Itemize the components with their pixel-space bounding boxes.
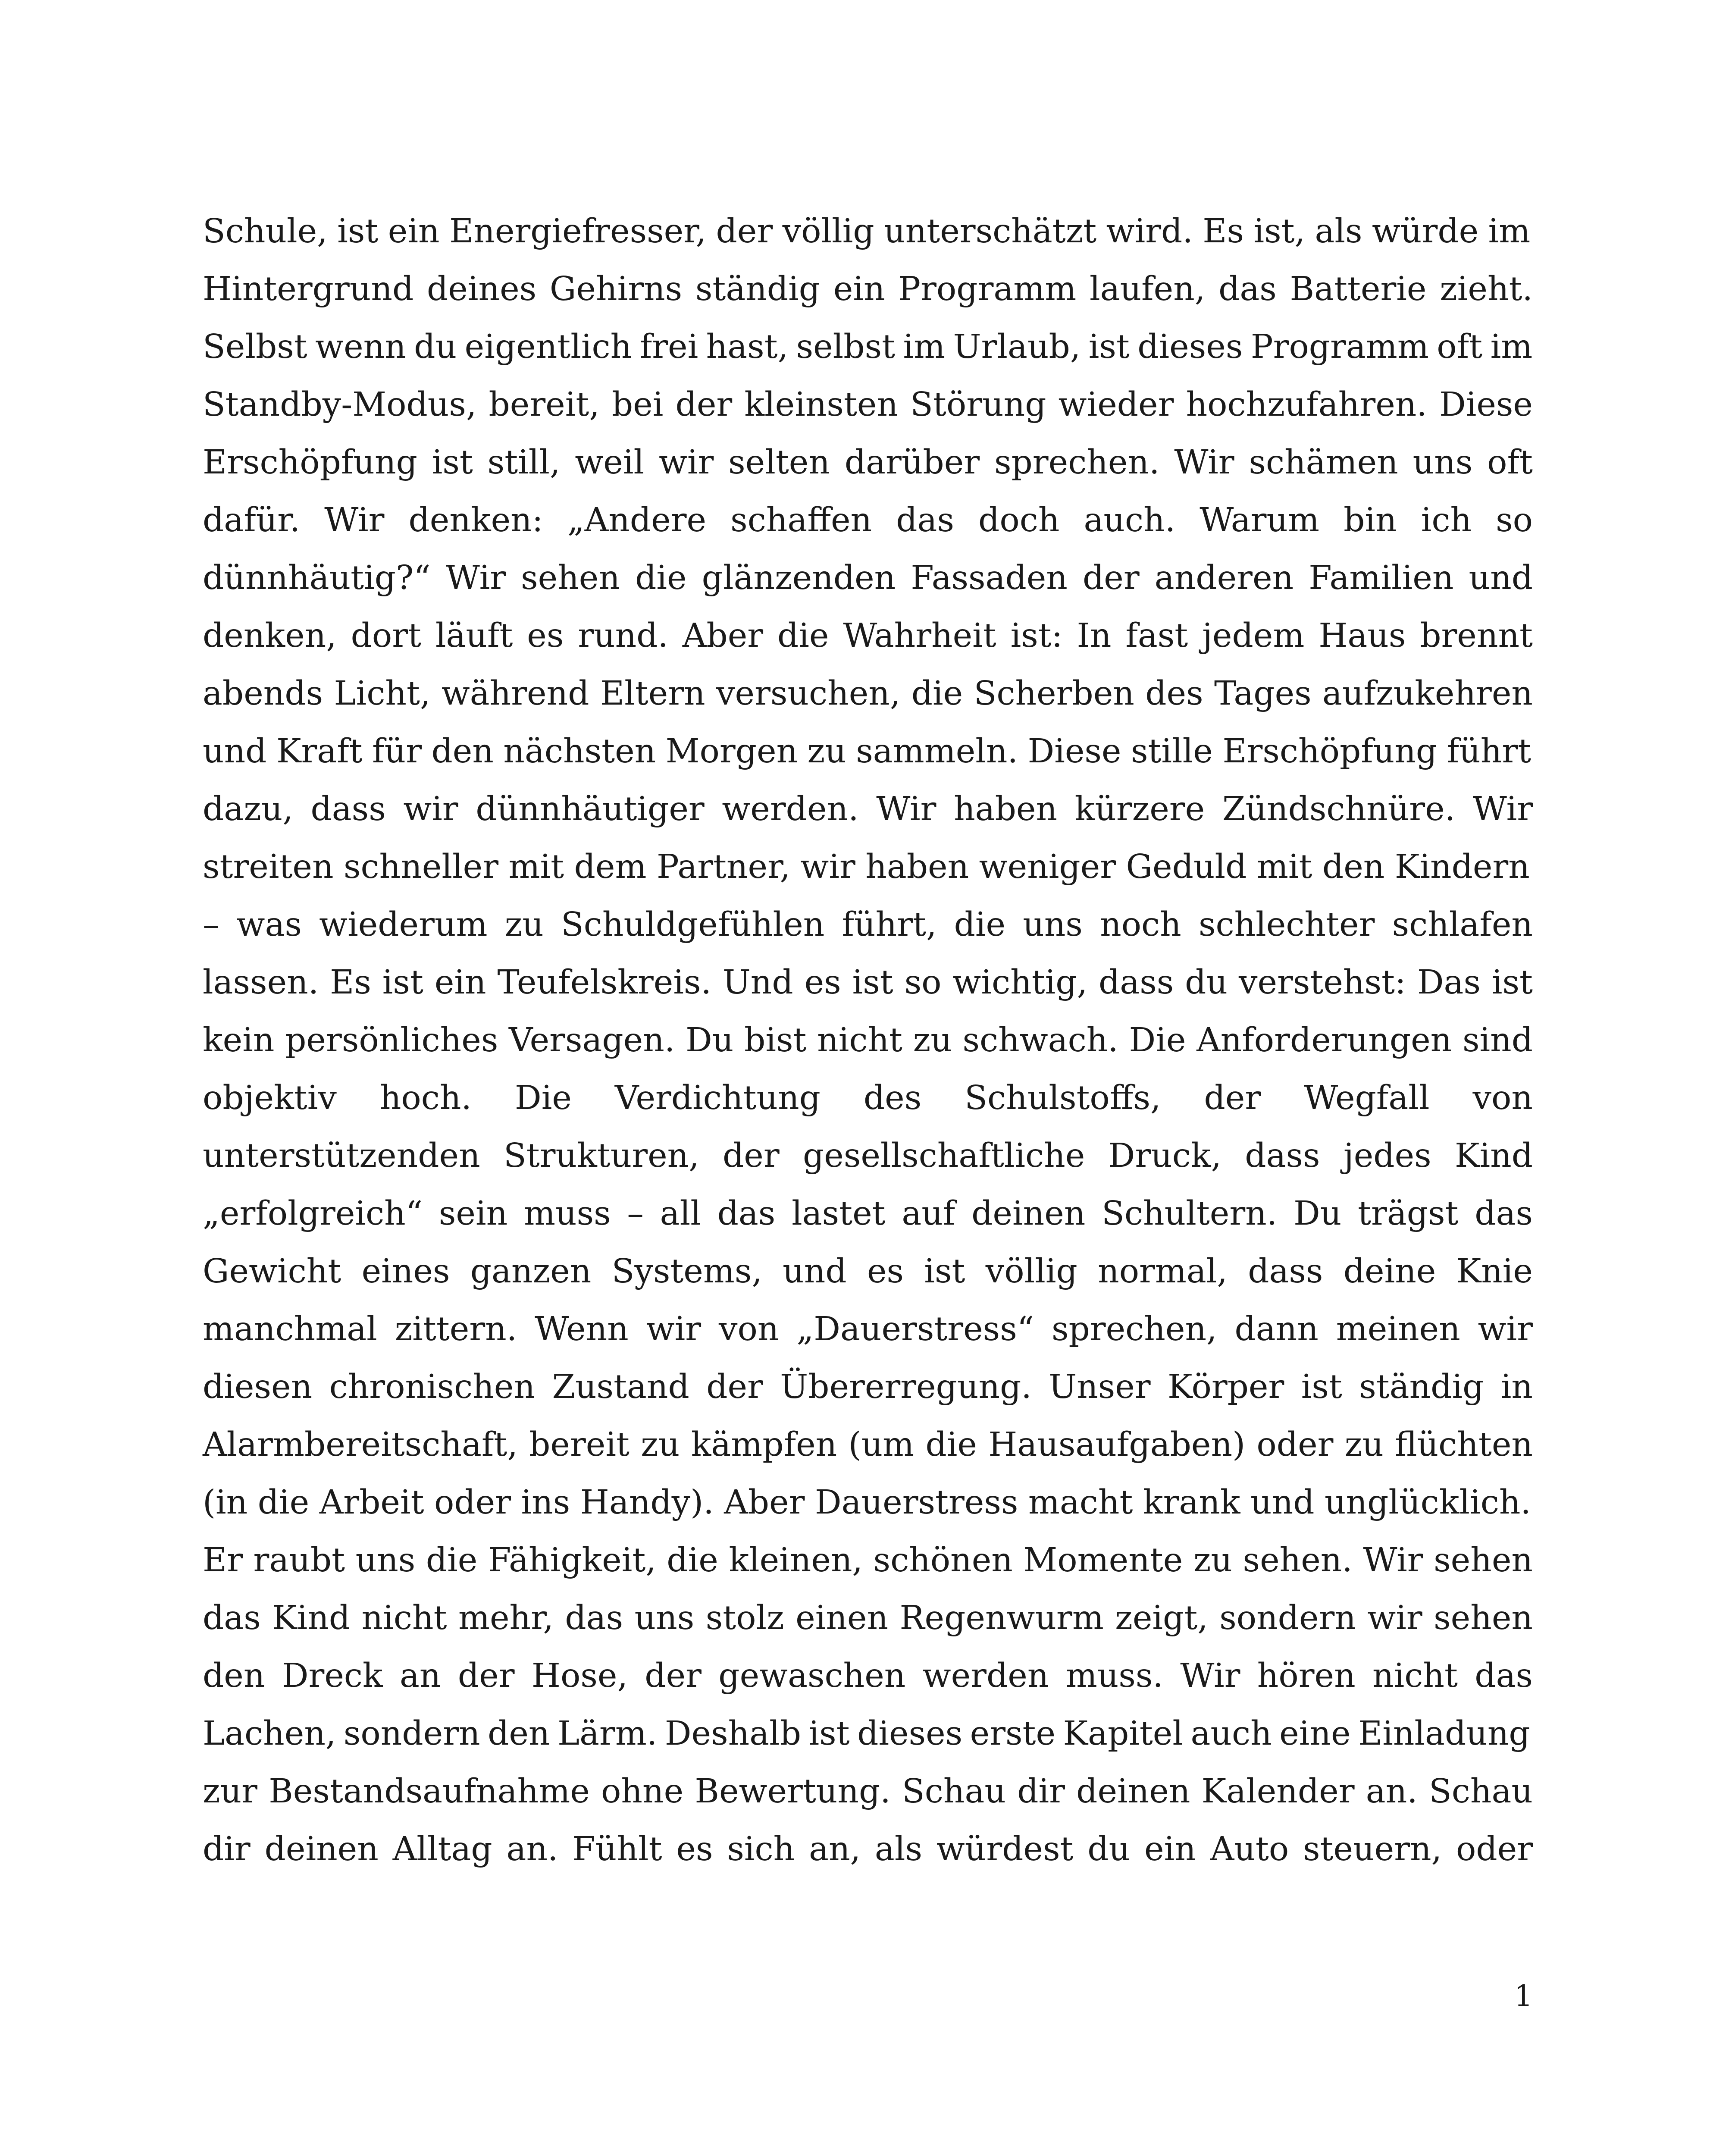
text-line: kein persönliches Versagen. Du bist nicht zu schwach. Die Anforderungen sind bbox=[203, 1021, 1533, 1059]
text-line: dafür. Wir denken: „Andere schaffen das doch auch. Warum bin ich so bbox=[203, 501, 1533, 539]
text-line: Hintergrund deines Gehirns ständig ein Programm laufen, das Batterie zieht. bbox=[203, 270, 1533, 308]
text-line: Schule, ist ein Energiefresser, der völlig unterschätzt wird. Es ist, als würde im bbox=[203, 212, 1531, 251]
text-line: diesen chronischen Zustand der Übererregung. Unser Körper ist ständig in bbox=[203, 1368, 1533, 1406]
body-text bbox=[203, 203, 1533, 1878]
text-line: streiten schneller mit dem Partner, wir haben weniger Geduld mit den Kindern bbox=[203, 848, 1530, 886]
text-line: das Kind nicht mehr, das uns stolz einen Regenwurm zeigt, sondern wir sehen bbox=[203, 1599, 1533, 1637]
text-line: – was wiederum zu Schuldgefühlen führt, die uns noch schlechter schlafen bbox=[203, 906, 1533, 944]
text-line: Standby-Modus, bereit, bei der kleinsten Störung wieder hochzufahren. Diese bbox=[203, 385, 1533, 424]
text-line: dazu, dass wir dünnhäutiger werden. Wir haben kürzere Zündschnüre. Wir bbox=[203, 790, 1533, 828]
text-line: abends Licht, während Eltern versuchen, die Scherben des Tages aufzukehren bbox=[203, 674, 1533, 713]
text-line: Erschöpfung ist still, weil wir selten darüber sprechen. Wir schämen uns oft bbox=[203, 443, 1533, 482]
text-line: Lachen, sondern den Lärm. Deshalb ist dieses erste Kapitel auch eine Einladung bbox=[203, 1714, 1530, 1753]
text-line: Selbst wenn du eigentlich frei hast, selbst im Urlaub, ist dieses Programm oft im bbox=[203, 328, 1533, 366]
text-line: unterstützenden Strukturen, der gesellschaftliche Druck, dass jedes Kind bbox=[203, 1137, 1533, 1175]
text-line: (in die Arbeit oder ins Handy). Aber Dauerstress macht krank und unglücklich. bbox=[203, 1483, 1531, 1522]
text-line: und Kraft für den nächsten Morgen zu sammeln. Diese stille Erschöpfung führt bbox=[203, 732, 1532, 771]
text-line: den Dreck an der Hose, der gewaschen werden muss. Wir hören nicht das bbox=[203, 1657, 1533, 1695]
text-line: manchmal zittern. Wenn wir von „Dauerstress“ sprechen, dann meinen wir bbox=[203, 1310, 1533, 1348]
text-line: dünnhäutig?“ Wir sehen die glänzenden Fassaden der anderen Familien und bbox=[203, 559, 1533, 597]
page-number: 1 bbox=[1514, 1979, 1533, 2013]
text-line: objektiv hoch. Die Verdichtung des Schulstoffs, der Wegfall von bbox=[203, 1079, 1533, 1117]
text-line: denken, dort läuft es rund. Aber die Wahrheit ist: In fast jedem Haus brennt bbox=[203, 617, 1533, 655]
text-line: Gewicht eines ganzen Systems, und es ist völlig normal, dass deine Knie bbox=[203, 1252, 1533, 1291]
text-line: Er raubt uns die Fähigkeit, die kleinen, schönen Momente zu sehen. Wir sehen bbox=[203, 1541, 1533, 1579]
text-line: „erfolgreich“ sein muss – all das lastet auf deinen Schultern. Du trägst das bbox=[203, 1194, 1533, 1233]
text-line: lassen. Es ist ein Teufelskreis. Und es ist so wichtig, dass du verstehst: Das ist bbox=[203, 963, 1533, 1002]
text-line: zur Bestandsaufnahme ohne Bewertung. Schau dir deinen Kalender an. Schau bbox=[203, 1772, 1533, 1811]
text-line: dir deinen Alltag an. Fühlt es sich an, als würdest du ein Auto steuern, oder bbox=[203, 1830, 1533, 1868]
text-line: Alarmbereitschaft, bereit zu kämpfen (um die Hausaufgaben) oder zu flüchten bbox=[203, 1426, 1533, 1464]
